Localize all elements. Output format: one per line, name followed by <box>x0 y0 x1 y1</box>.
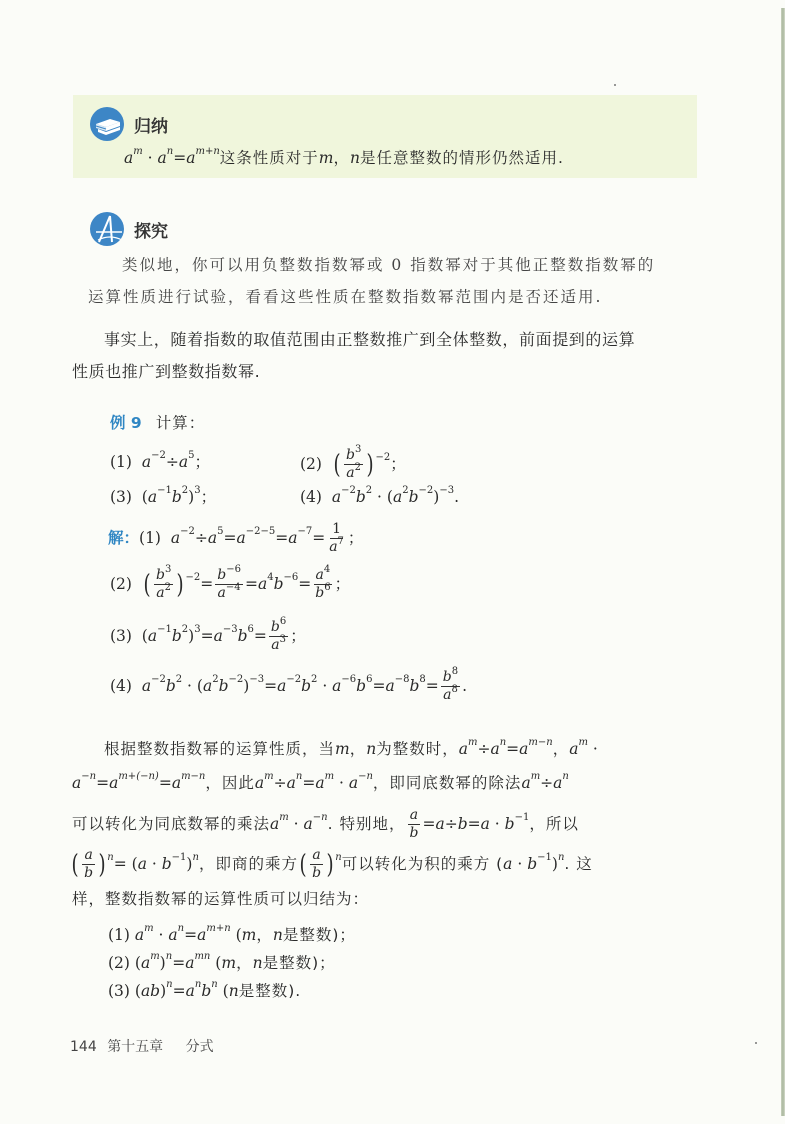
example-label: 例 9 <box>110 414 142 432</box>
solution-step-2: (2) ( $\frac{b^3}{a^2}$ ) $^{-2}$ = $\frac{b^{-6}}{a^{-4}}$ = a $^4$ b $^{-6}$ = $\frac{a^4}{b^6}$ ； <box>110 564 351 602</box>
explore-text-line-1: 类似地，你可以用负整数指数幂或 0 指数幂对于其他正整数指数幂的 <box>122 256 656 274</box>
solution-step-1-math: (1) a $^{-2}$ ÷ a $^5$ = a $^{-2-5}$ = a $^{-7}$ = $\frac{1}{a^7}$ ； <box>139 521 364 556</box>
solution-label: 解： <box>108 529 140 548</box>
chapter-label: 第十五章 <box>107 1039 164 1055</box>
explore-heading <box>90 212 168 246</box>
summary-text: a $^m$ · a $^n$ = a $^{m+n}$ 这条性质对于 m ， n 是任意整数的情形仍然适用. <box>124 145 564 167</box>
chapter-title: 分式 <box>185 1039 214 1055</box>
page-footer <box>70 1036 214 1056</box>
solution-step-4: (4) a $^{-2}$ b $^2$ · ( a $^2$ b $^{-2}$ ) $^{-3}$ = a $^{-2}$ b $^2$ · a $^{-6}$ b $^6$ = a $^{-8}$ b $^8$ = $\frac{b^8}{a^8}$ . <box>110 666 468 704</box>
summary-heading <box>90 107 168 141</box>
explore-text-line-2: 运算性质进行试验，看看这些性质在整数指数幂范围内是否还适用. <box>88 288 603 306</box>
compass-icon <box>90 212 124 246</box>
paragraph-2-line-3: 可以转化为同底数幂的乘法 a $^m$ · a $^{-n}$ . 特别地， $\frac{a}{b}$ = a ÷ b = a · b $^{-1}$ ，所以 <box>72 807 579 842</box>
solution-step-1 <box>108 522 363 556</box>
problem-2: (2) ( $\frac{b^3}{a^2}$ ) $^{-2}$ ； <box>300 444 406 482</box>
paragraph-2-line-2: a $^{-n}$ = a $^{m+(-n)}$ = a $^{m-n}$ ，因此 a $^m$ ÷ a $^n$ = a $^m$ · a $^{-n}$ ，即同底数幂的除法 a $^m$ ÷ a $^n$ <box>72 770 569 792</box>
speck <box>755 1042 757 1044</box>
example-instruction: 计算： <box>155 414 206 432</box>
summary-title: 归纳 <box>134 116 168 137</box>
speck <box>614 84 616 86</box>
property-3: (3) ( ab ) $^n$ = a $^n$ b $^n$ ( n 是整数). <box>108 978 302 1000</box>
paragraph-1-line-1: 事实上，随着指数的取值范围由正整数推广到全体整数，前面提到的运算 <box>104 330 636 349</box>
problem-3: (3) ( a $^{-1}$ b $^2$ ) $^3$ ； <box>110 484 217 506</box>
explore-title: 探究 <box>134 221 168 242</box>
example-header <box>110 416 205 432</box>
page-number: 144 <box>70 1039 97 1055</box>
paragraph-2-line-1: 根据整数指数幂的运算性质，当 m ， n 为整数时， a $^m$ ÷ a $^n$ = a $^{m-n}$ ， a $^m$ · <box>104 736 598 758</box>
property-1: (1) a $^m$ · a $^n$ = a $^{m+n}$ ( m ， n 是整数)； <box>108 922 356 944</box>
paragraph-1-line-2: 性质也推广到整数指数幂. <box>72 362 261 381</box>
problem-1: (1) a $^{-2}$ ÷ a $^5$ ； <box>110 449 210 471</box>
page-margin <box>785 0 800 1124</box>
property-2: (2) ( a $^m$ ) $^n$ = a $^{mn}$ ( m ， n 是整数)； <box>108 950 336 972</box>
book-stack-icon <box>90 107 124 141</box>
paragraph-2-line-5: 样，整数指数幂的运算性质可以归结为： <box>72 890 370 908</box>
solution-step-3: (3) ( a $^{-1}$ b $^2$ ) $^3$ = a $^{-3}$ b $^6$ = $\frac{b^6}{a^3}$ ； <box>110 616 306 654</box>
paragraph-2-line-4: ( $\frac{a}{b}$ ) $^n$ = ( a · b $^{-1}$ ) $^n$ ，即商的乘方 ( $\frac{a}{b}$ ) $^n$ 可以转化为积的乘方 ( a · b $^{-1}$ ) $^n$ . 这 <box>71 847 593 882</box>
problem-4: (4) a $^{-2}$ b $^2$ · ( a $^2$ b $^{-2}$ ) $^{-3}$ . <box>300 484 460 506</box>
